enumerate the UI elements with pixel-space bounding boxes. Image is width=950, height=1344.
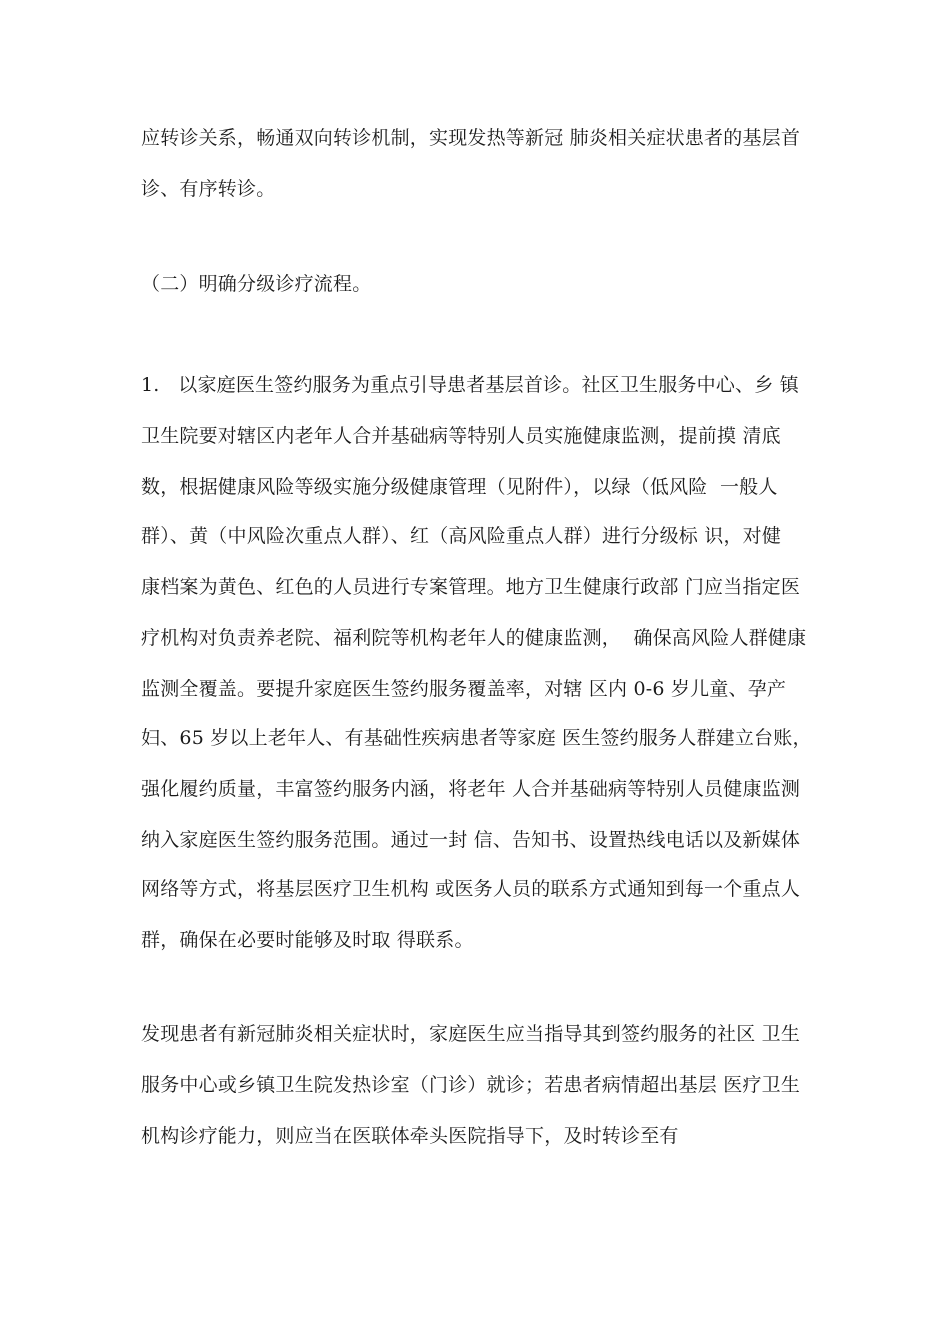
text-line: 康档案为黄色、红色的人员进行专案管理。地方卫生健康行政部 门应当指定医 [141, 576, 801, 598]
text-line: 网络等方式，将基层医疗卫生机构 或医务人员的联系方式通知到每一个重点人 [141, 878, 801, 900]
text-line: 数，根据健康风险等级实施分级健康管理（见附件），以绿（低风险 一般人 [141, 476, 778, 498]
text-line: 1. 以家庭医生签约服务为重点引导患者基层首诊。社区卫生服务中心、乡 镇 [141, 374, 799, 396]
text-line: 监测全覆盖。要提升家庭医生签约服务覆盖率，对辖 区内 0-6 岁儿童、孕产 [141, 678, 787, 700]
text-line: 群，确保在必要时能够及时取 得联系。 [141, 929, 474, 951]
text-line: 服务中心或乡镇卫生院发热诊室（门诊）就诊；若患者病情超出基层 医疗卫生 [141, 1074, 801, 1096]
text-line: 强化履约质量，丰富签约服务内涵，将老年 人合并基础病等特别人员健康监测 [141, 778, 801, 800]
text-line: 发现患者有新冠肺炎相关症状时，家庭医生应当指导其到签约服务的社区 卫生 [141, 1023, 801, 1045]
text-line: 诊、有序转诊。 [141, 178, 276, 200]
text-line: 纳入家庭医生签约服务范围。通过一封 信、告知书、设置热线电话以及新媒体 [141, 829, 801, 851]
text-line: 机构诊疗能力，则应当在医联体牵头医院指导下，及时转诊至有 [141, 1125, 679, 1147]
section-heading: （二）明确分级诊疗流程。 [141, 273, 372, 295]
text-line: 应转诊关系，畅通双向转诊机制，实现发热等新冠 肺炎相关症状患者的基层首 [141, 127, 801, 149]
text-line: 疗机构对负责养老院、福利院等机构老年人的健康监测， 确保高风险人群健康 [141, 627, 807, 649]
text-line: 妇、65 岁以上老年人、有基础性疾病患者等家庭 医生签约服务人群建立台账， [141, 727, 812, 749]
text-line: 卫生院要对辖区内老年人合并基础病等特别人员实施健康监测，提前摸 清底 [141, 425, 781, 447]
text-line: 群）、黄（中风险次重点人群）、红（高风险重点人群）进行分级标 识，对健 [141, 525, 782, 547]
